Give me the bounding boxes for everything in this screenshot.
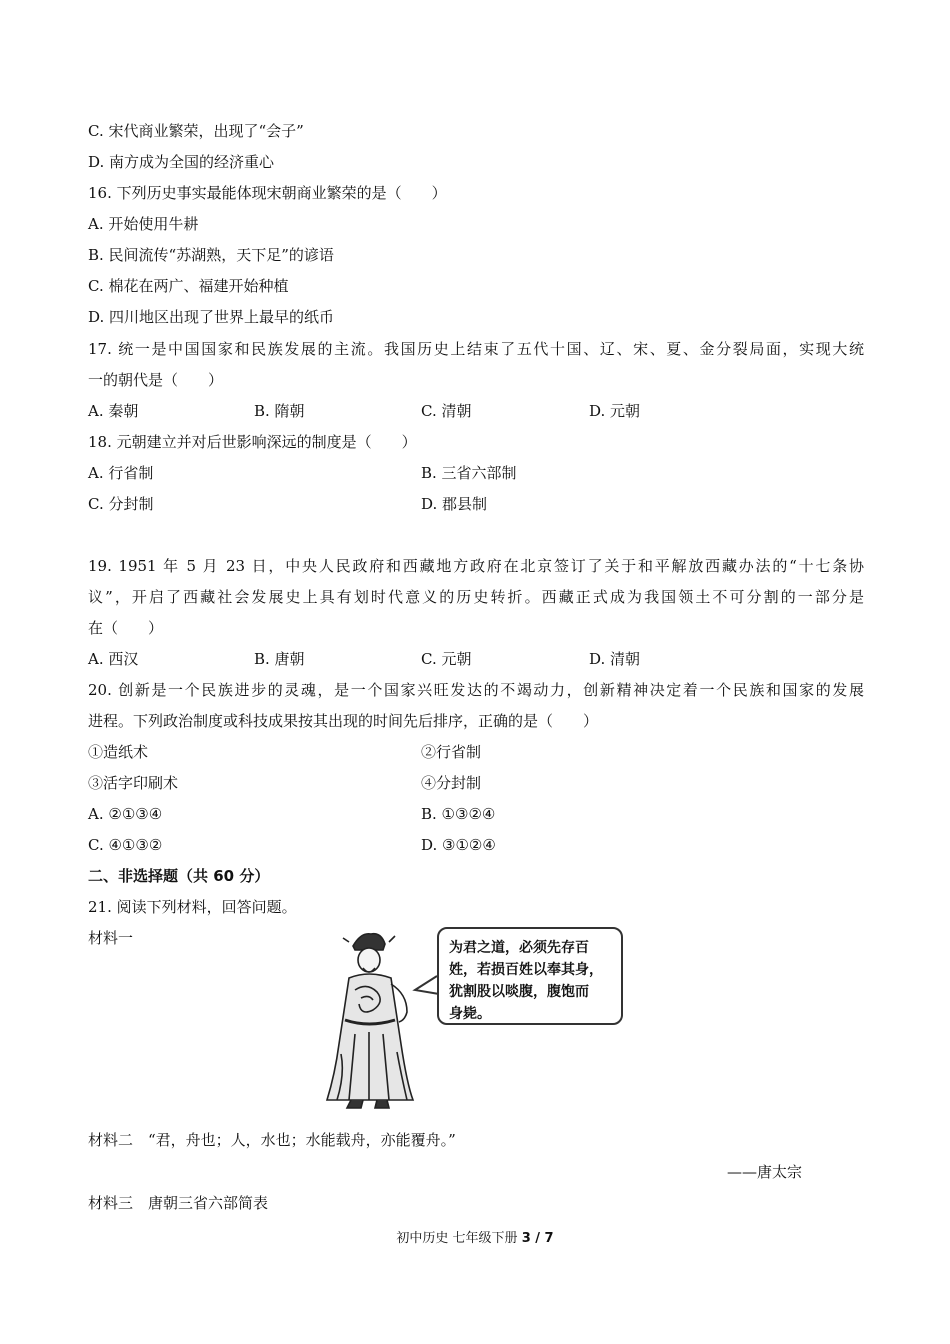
option-c: C. 分封制: [88, 495, 154, 513]
bubble-line: 姓，若损百姓以奉其身，: [449, 962, 603, 978]
option-d: D. 清朝: [589, 650, 641, 668]
material-3-label: 材料三 唐朝三省六部简表: [88, 1194, 269, 1212]
question-16: 16. 下列历史事实最能体现宋朝商业繁荣的是（ ）: [88, 184, 447, 202]
speech-bubble: [437, 927, 623, 1025]
question-21: 21. 阅读下列材料，回答问题。: [88, 898, 297, 916]
option-line: C. 棉花在两广、福建开始种植: [88, 277, 289, 295]
question-20-cont: 进程。下列政治制度或科技成果按其出现的时间先后排序，正确的是（ ）: [88, 712, 599, 730]
option-c: C. 清朝: [421, 402, 472, 420]
question-19-cont: 在（ ）: [88, 619, 164, 637]
question-18: 18. 元朝建立并对后世影响深远的制度是（ ）: [88, 433, 417, 451]
item-4: ④分封制: [421, 774, 482, 792]
question-19-cont: 议”，开启了西藏社会发展史上具有划时代意义的历史转折。西藏正式成为我国领土不可分割的一部分是: [88, 588, 864, 606]
page-number: 3 / 7: [521, 1231, 554, 1246]
question-20: 20. 创新是一个民族进步的灵魂，是一个国家兴旺发达的不竭动力，创新精神决定着一个民族和国家的发展: [88, 681, 864, 699]
option-b: B. ①③②④: [421, 805, 496, 823]
section-heading: 二、非选择题（共 60 分）: [88, 867, 270, 885]
bubble-line: 犹割股以啖腹，腹饱而: [449, 984, 589, 1000]
option-line: C. 宋代商业繁荣，出现了“会子”: [88, 122, 304, 140]
option-d: D. ③①②④: [421, 836, 496, 854]
item-2: ②行省制: [421, 743, 482, 761]
option-b: B. 唐朝: [254, 650, 305, 668]
footer-text: 初中历史 七年级下册: [396, 1231, 518, 1246]
option-c: C. 元朝: [421, 650, 472, 668]
material-1-label: 材料一: [88, 929, 134, 947]
option-line: D. 南方成为全国的经济重心: [88, 153, 275, 171]
option-a: A. 西汉: [88, 650, 139, 668]
bubble-line: 身毙。: [449, 1006, 491, 1022]
bubble-line: 为君之道，必须先存百: [449, 940, 589, 956]
item-3: ③活字印刷术: [88, 774, 179, 792]
option-line: A. 开始使用牛耕: [88, 215, 199, 233]
material-2-source: ——唐太宗: [727, 1163, 803, 1181]
option-a: A. 秦朝: [88, 402, 139, 420]
option-d: D. 元朝: [589, 402, 641, 420]
option-line: B. 民间流传“苏湖熟，天下足”的谚语: [88, 246, 334, 264]
option-a: A. 行省制: [88, 464, 154, 482]
option-a: A. ②①③④: [88, 805, 163, 823]
question-17-cont: 一的朝代是（ ）: [88, 371, 224, 389]
option-b: B. 三省六部制: [421, 464, 517, 482]
option-c: C. ④①③②: [88, 836, 163, 854]
option-b: B. 隋朝: [254, 402, 305, 420]
page-footer: [0, 1227, 950, 1246]
question-19: 19. 1951 年 5 月 23 日，中央人民政府和西藏地方政府在北京签订了关于和平解放西藏办法的“十七条协: [88, 557, 864, 575]
material-2: 材料二 “君，舟也；人，水也；水能载舟，亦能覆舟。”: [88, 1131, 456, 1149]
question-17: 17. 统一是中国国家和民族发展的主流。我国历史上结束了五代十国、辽、宋、夏、金分裂局面，实现大统: [88, 340, 864, 358]
option-d: D. 郡县制: [421, 495, 488, 513]
item-1: ①造纸术: [88, 743, 149, 761]
option-line: D. 四川地区出现了世界上最早的纸币: [88, 308, 335, 326]
